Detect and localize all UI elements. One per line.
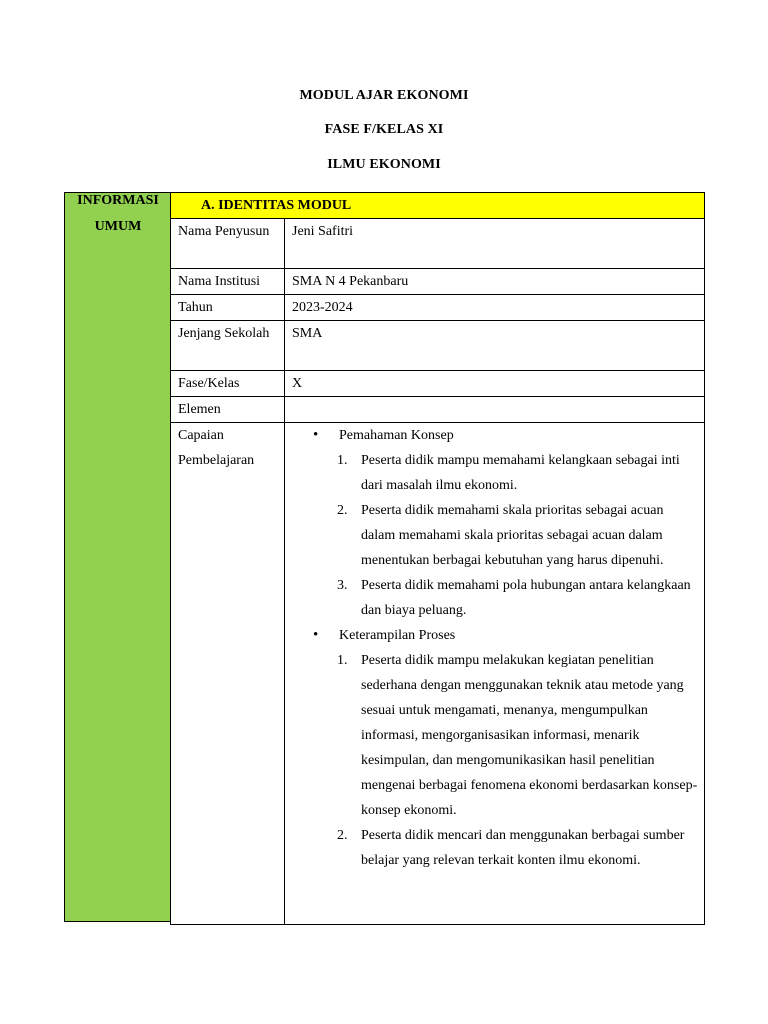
row-label: Elemen [171, 397, 285, 423]
row-value [285, 397, 705, 423]
row-value: SMA [285, 321, 705, 371]
section-header-row [171, 193, 705, 219]
row-value: Jeni Safitri [285, 219, 705, 269]
row-value: SMA N 4 Pekanbaru [285, 269, 705, 295]
capaian-group [307, 623, 698, 873]
row-label: Tahun [171, 295, 285, 321]
row-label-capaian: Capaian Pembelajaran [171, 423, 285, 925]
capaian-item: 3. Peserta didik memahami pola hubungan antara kelangkaan dan biaya peluang. [337, 578, 691, 618]
row-value: 2023-2024 [285, 295, 705, 321]
capaian-item: 1. Peserta didik mampu memahami kelangkaan sebagai inti dari masalah ilmu ekonomi. [337, 453, 680, 493]
row-value: X [285, 371, 705, 397]
table-row [171, 397, 705, 423]
capaian-item-text: Peserta didik mencari dan menggunakan berbagai sumber belajar yang relevan terkait konten ilmu ekonomi. [361, 828, 685, 868]
capaian-item: 1. Peserta didik mampu melakukan kegiatan penelitian sederhana dengan menggunakan teknik atau metode yang sesuai untuk mengamati, menanya, mengumpulkan informasi, mengorganisasikan informasi, menarik kesimpulan, dan mengomunikasikan hasil penelitian mengenai berbagai fenomena ekonomi berdasarkan konsep-konsep ekonomi. [337, 653, 698, 818]
capaian-item-text: Peserta didik mampu memahami kelangkaan sebagai inti dari masalah ilmu ekonomi. [361, 453, 680, 493]
table-row [171, 219, 705, 269]
capaian-item: 2. Peserta didik mencari dan menggunakan berbagai sumber belajar yang relevan terkait konten ilmu ekonomi. [337, 828, 685, 868]
table-row [171, 269, 705, 295]
table-row [171, 371, 705, 397]
table-row [171, 321, 705, 371]
table-row [171, 295, 705, 321]
side-label-line2: UMUM [94, 219, 142, 234]
section-title: A. IDENTITAS MODUL [171, 193, 705, 219]
capaian-item-text: Peserta didik memahami pola hubungan antara kelangkaan dan biaya peluang. [361, 578, 691, 618]
identity-table [170, 192, 705, 925]
capaian-items [339, 448, 698, 623]
row-label: Jenjang Sekolah [171, 321, 285, 371]
capaian-group [307, 423, 698, 623]
doc-subtitle-phase: FASE F/KELAS XI [324, 122, 444, 137]
capaian-items [339, 648, 698, 873]
capaian-content [285, 423, 705, 925]
capaian-group-title: Pemahaman Konsep [339, 428, 454, 443]
capaian-item-text: Peserta didik mampu melakukan kegiatan penelitian sederhana dengan menggunakan teknik atau metode yang sesuai untuk mengamati, menanya, mengumpulkan informasi, mengorganisasikan informasi, menarik kesimpulan, dan mengomunikasikan hasil penelitian mengenai berbagai fenomena ekonomi berdasarkan konsep-konsep ekonomi. [361, 653, 698, 818]
side-label-line1: INFORMASI [77, 193, 159, 208]
capaian-groups [285, 423, 698, 873]
row-label: Nama Institusi [171, 269, 285, 295]
doc-subtitle-subject: ILMU EKONOMI [327, 157, 441, 172]
doc-title: MODUL AJAR EKONOMI [299, 88, 469, 103]
row-label: Fase/Kelas [171, 371, 285, 397]
capaian-group-title: Keterampilan Proses [339, 628, 456, 643]
table-row-capaian [171, 423, 705, 925]
capaian-item-text: Peserta didik memahami skala prioritas sebagai acuan dalam memahami skala prioritas sebagai acuan dalam menentukan berbagai kebutuhan yang harus dipenuhi. [361, 503, 664, 568]
row-label: Nama Penyusun [171, 219, 285, 269]
side-column-informasi-umum [64, 192, 170, 922]
capaian-item: 2. Peserta didik memahami skala prioritas sebagai acuan dalam memahami skala prioritas sebagai acuan dalam menentukan berbagai kebutuhan yang harus dipenuhi. [337, 503, 664, 568]
